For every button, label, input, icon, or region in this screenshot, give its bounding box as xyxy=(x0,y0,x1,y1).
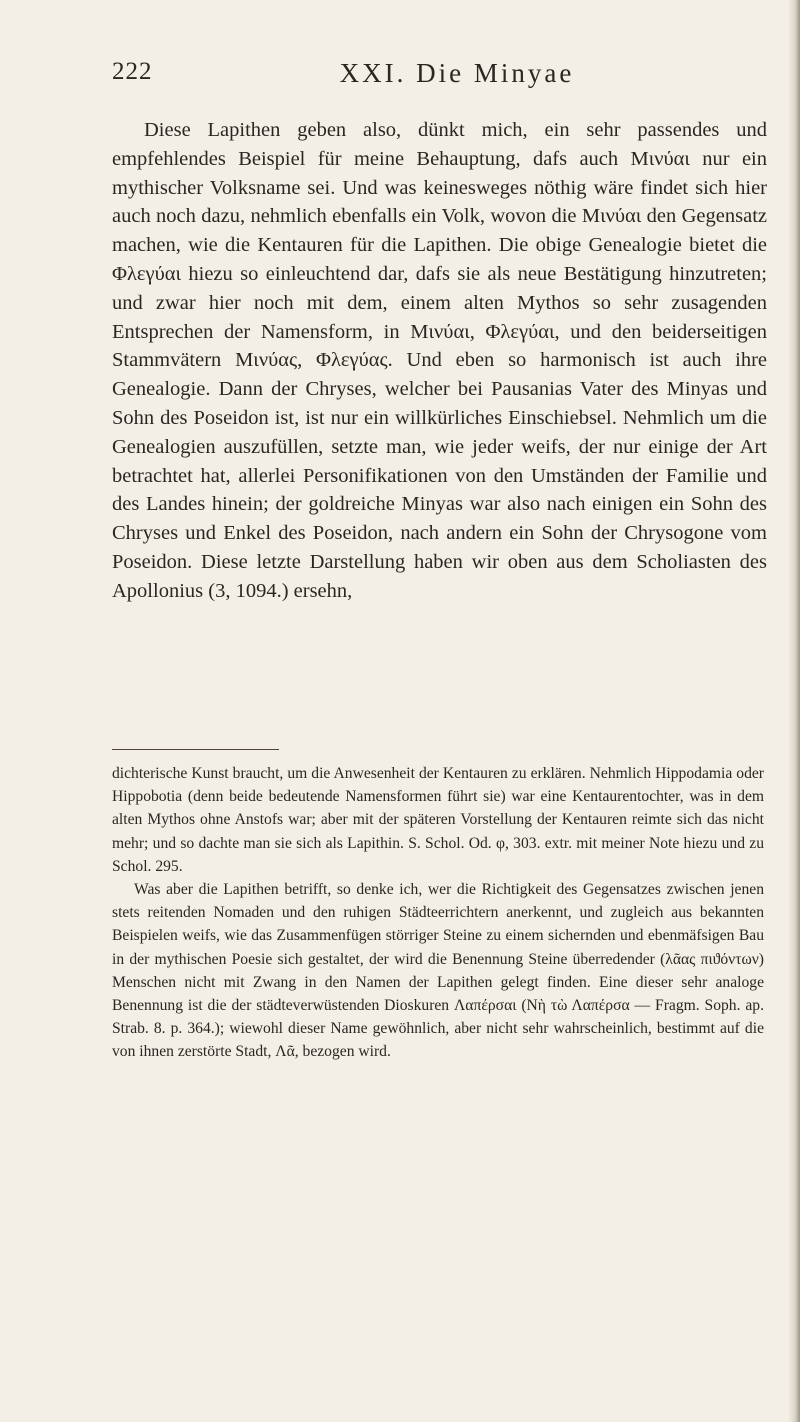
page-header xyxy=(112,58,762,98)
footnote-paragraph-1: dichterische Kunst braucht, um die Anwesenheit der Kentauren zu erklären. Nehmlich Hippodamia oder Hippobotia (denn beide bedeutende Namensformen führt sie) war eine Kentaurentochter, was in dem alten Mythos ohne Anstofs war; aber mit der späteren Vorstellung der Kentauren reimte sich das nicht mehr; und so dachte man sie sich als Lapithin. S. Schol. Od. φ, 303. extr. mit meiner Note hiezu und zu Schol. 295. xyxy=(112,765,764,875)
running-title: XXI. Die Minyae xyxy=(339,58,575,88)
footnote-divider xyxy=(112,749,279,750)
footnote xyxy=(112,762,764,1064)
main-text xyxy=(112,116,767,606)
footnote-paragraph-2: Was aber die Lapithen betrifft, so denke ich, wer die Richtigkeit des Gegensatzes zwischen jenen stets reitenden Nomaden und den ruhigen Städteerrichtern anerkennt, und zugleich aus bekannten Beispielen weifs, wie das Zusammenfügen störriger Steine zu einem sichernden und ebenmäfsigen Bau in der mythischen Poesie sich gestaltet, der wird die Benennung Steine überredender (λᾶας πιϑόντων) Menschen nicht mit Zwang in den Namen der Lapithen gelegt finden. Eine dieser sehr analoge Benennung ist die der städteverwüstenden Dioskuren Λαπέρσαι (Νὴ τὼ Λαπέρσα — Fragm. Soph. ap. Strab. 8. p. 364.); wiewohl dieser Name gewöhnlich, aber nicht sehr wahrscheinlich, bestimmt auf die von ihnen zerstörte Stadt, Λᾶ, bezogen wird. xyxy=(112,881,764,1061)
page-number: 222 xyxy=(112,58,153,85)
main-paragraph: Diese Lapithen geben also, dünkt mich, ein sehr passendes und empfehlendes Beispiel für meine Behauptung, dafs auch Μινύαι nur ein mythischer Volksname sei. Und was keinesweges nöthig wäre findet sich hier auch noch dazu, nehmlich ebenfalls ein Volk, wovon die Μινύαι den Gegensatz machen, wie die Kentauren für die Lapithen. Die obige Genealogie bietet die Φλεγύαι hiezu so einleuchtend dar, dafs sie als neue Bestätigung hinzutreten; und zwar hier noch mit dem, einem alten Mythos so sehr zusagenden Entsprechen der Namensform, in Μινύαι, Φλεγύαι, und den beiderseitigen Stammvätern Μινύας, Φλεγύας. Und eben so harmonisch ist auch ihre Genealogie. Dann der Chryses, welcher bei Pausanias Vater des Minyas und Sohn des Poseidon ist, ist nur ein willkürliches Einschiebsel. Nehmlich um die Genealogien auszufüllen, setzte man, wie jeder weifs, der nur einige der Art betrachtet hat, allerlei Personifikationen von den Umständen der Familie und des Landes hinein; der goldreiche Minyas war also nach einigen ein Sohn des Chryses und Enkel des Poseidon, nach andern ein Sohn der Chrysogone vom Poseidon. Diese letzte Darstellung haben wir oben aus dem Scholiasten des Apollonius (3, 1094.) ersehn, xyxy=(112,119,767,602)
page-edge-shadow xyxy=(788,0,800,1422)
